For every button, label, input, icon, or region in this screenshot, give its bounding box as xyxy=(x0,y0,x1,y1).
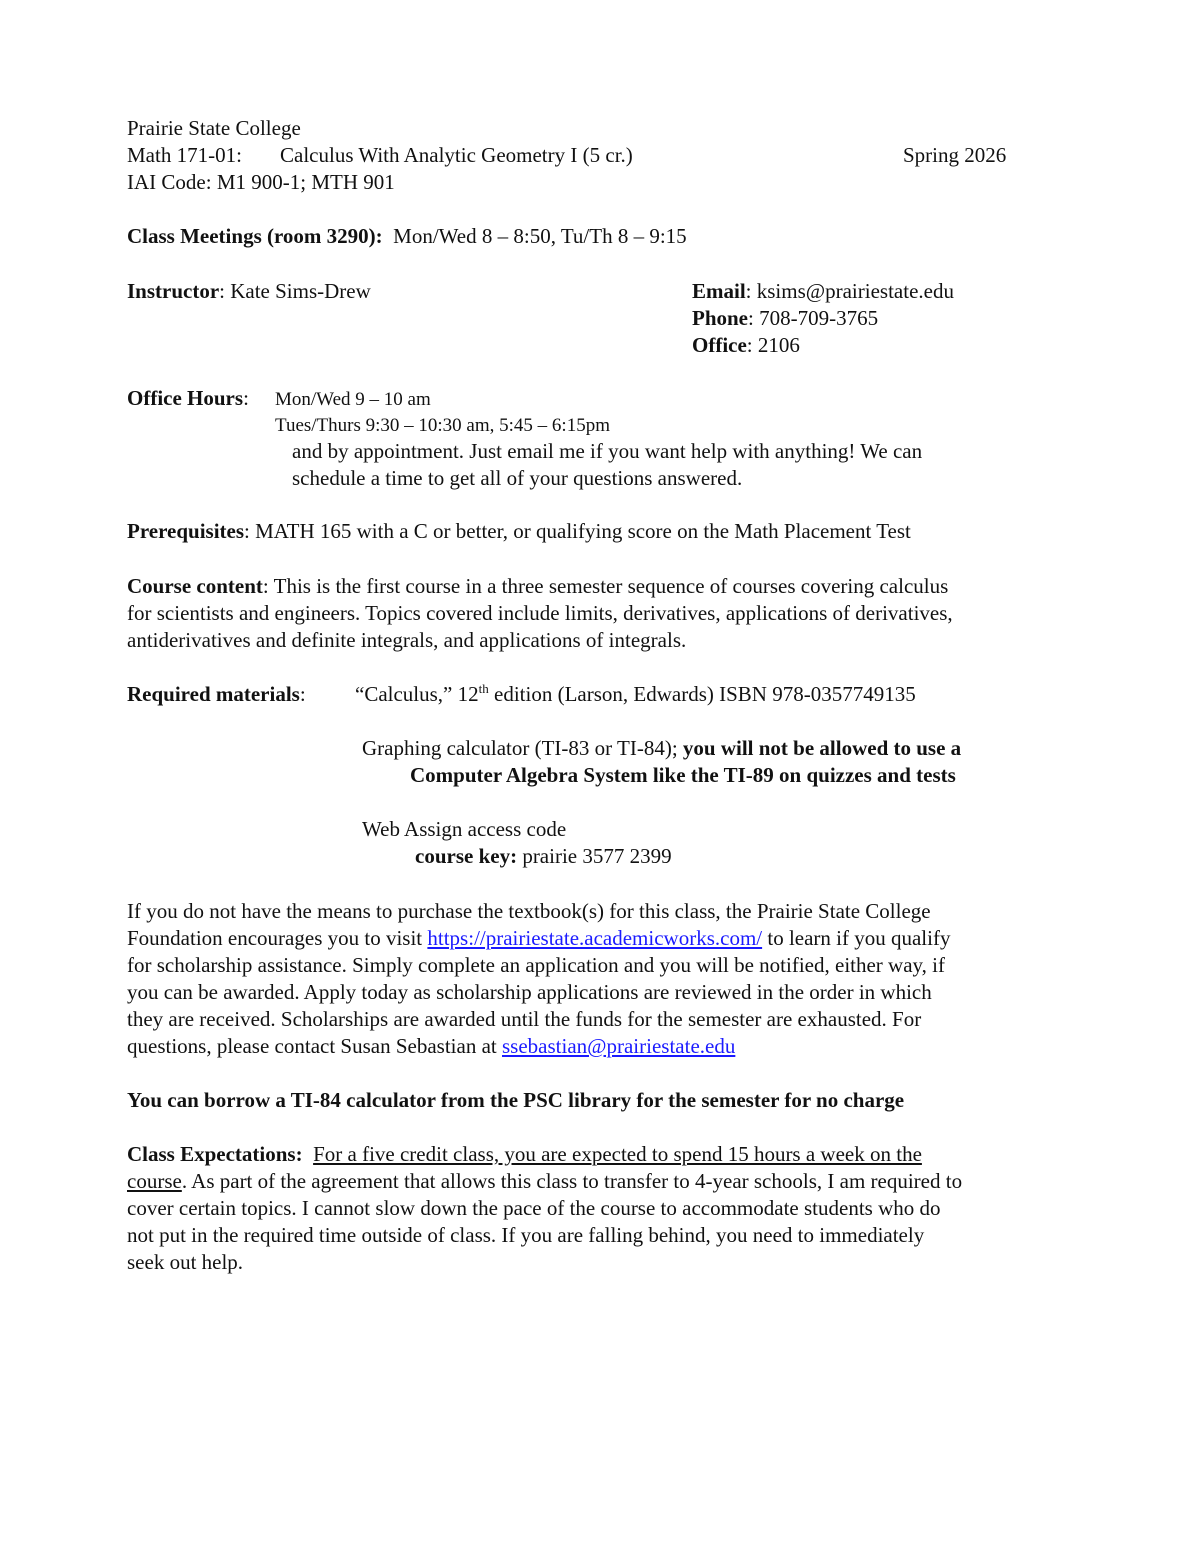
calculator-warning-1: you will not be allowed to use a xyxy=(682,736,962,760)
course-content-line2: for scientists and engineers. Topics covered include limits, derivatives, applications of derivatives, xyxy=(127,601,953,625)
phone-value: : 708-709-3765 xyxy=(748,306,879,330)
course-key-label: course key: xyxy=(415,844,518,868)
phone-label: Phone xyxy=(692,306,749,330)
iai-code: IAI Code: M1 900-1; MTH 901 xyxy=(127,170,395,194)
course-content xyxy=(127,573,948,600)
calculator-requirement xyxy=(362,735,961,762)
office-hours xyxy=(127,385,249,412)
expectations-line3: cover certain topics. I cannot slow down the pace of the course to accommodate students who do xyxy=(127,1196,941,1220)
calculator-warning-2: Computer Algebra System like the TI-89 on quizzes and tests xyxy=(410,763,956,787)
office-hours-colon: : xyxy=(243,386,249,410)
expectations-line5: seek out help. xyxy=(127,1250,244,1274)
expectations-line2 xyxy=(127,1168,962,1195)
scholarship-line6 xyxy=(127,1033,735,1060)
webassign: Web Assign access code xyxy=(362,817,567,841)
instructor xyxy=(127,278,371,305)
textbook-details: edition (Larson, Edwards) ISBN 978-0357749135 xyxy=(488,682,916,706)
calculator-text: Graphing calculator (TI-83 or TI-84); xyxy=(362,736,683,760)
required-materials xyxy=(127,681,306,708)
office-hours-line4: schedule a time to get all of your questions answered. xyxy=(292,466,743,490)
instructor-label: Instructor xyxy=(127,279,220,303)
expectations-line2-rest: . As part of the agreement that allows this class to transfer to 4-year schools, I am required to xyxy=(181,1169,963,1193)
course-key xyxy=(415,843,672,870)
course-content-label: Course content xyxy=(127,574,263,598)
office-hours-label: Office Hours xyxy=(127,386,244,410)
instructor-office xyxy=(692,332,800,359)
instructor-email xyxy=(692,278,954,305)
scholarship-line2-post: to learn if you qualify xyxy=(762,926,951,950)
email-value: : ksims@prairiestate.edu xyxy=(745,279,954,303)
textbook-edition-sup: th xyxy=(478,681,489,696)
academicworks-link[interactable]: https://prairiestate.academicworks.com/ xyxy=(427,926,763,950)
class-expectations-label: Class Expectations: xyxy=(127,1142,303,1166)
textbook xyxy=(355,681,916,708)
scholarship-line6-pre: questions, please contact Susan Sebastian at xyxy=(127,1034,502,1058)
scholarship-line2-pre: Foundation encourages you to visit xyxy=(127,926,428,950)
course-key-value: prairie 3577 2399 xyxy=(517,844,672,868)
office-value: : 2106 xyxy=(746,333,800,357)
required-materials-colon: : xyxy=(299,682,306,706)
office-hours-line2: Tues/Thurs 9:30 – 10:30 am, 5:45 – 6:15pm xyxy=(275,415,610,436)
class-meetings-label: Class Meetings (room 3290): xyxy=(127,224,383,248)
contact-email-link[interactable]: ssebastian@prairiestate.edu xyxy=(502,1034,736,1058)
scholarship-line4: you can be awarded. Apply today as scholarship applications are reviewed in the order in which xyxy=(127,980,932,1004)
course-content-line3: antiderivatives and definite integrals, and applications of integrals. xyxy=(127,628,687,652)
scholarship-line2 xyxy=(127,925,950,952)
class-meetings xyxy=(127,223,687,250)
prerequisites xyxy=(127,518,911,545)
expectations-hours: For a five credit class, you are expected to spend 15 hours a week on the xyxy=(313,1142,922,1166)
course-title: Calculus With Analytic Geometry I (5 cr.) xyxy=(280,143,633,167)
borrow-notice: You can borrow a TI-84 calculator from the PSC library for the semester for no charge xyxy=(127,1088,905,1112)
class-meetings-value: Mon/Wed 8 – 8:50, Tu/Th 8 – 9:15 xyxy=(393,224,687,248)
scholarship-line1: If you do not have the means to purchase the textbook(s) for this class, the Prairie State College xyxy=(127,899,931,923)
term: Spring 2026 xyxy=(903,143,1007,167)
scholarship-line5: they are received. Scholarships are awarded until the funds for the semester are exhausted. For xyxy=(127,1007,922,1031)
office-hours-line3: and by appointment. Just email me if you want help with anything! We can xyxy=(292,439,923,463)
scholarship-line3: for scholarship assistance. Simply complete an application and you will be notified, either way, if xyxy=(127,953,946,977)
course-content-line1: : This is the first course in a three semester sequence of courses covering calculus xyxy=(262,574,949,598)
office-label: Office xyxy=(692,333,747,357)
email-label: Email xyxy=(692,279,746,303)
textbook-title: “Calculus,” 12 xyxy=(355,682,479,706)
instructor-value: : Kate Sims-Drew xyxy=(219,279,371,303)
expectations-line4: not put in the required time outside of class. If you are falling behind, you need to immediately xyxy=(127,1223,925,1247)
expectations-course-word: course xyxy=(127,1169,182,1193)
prerequisites-label: Prerequisites xyxy=(127,519,245,543)
college-name: Prairie State College xyxy=(127,116,301,140)
office-hours-line1: Mon/Wed 9 – 10 am xyxy=(275,389,431,410)
class-expectations xyxy=(127,1141,922,1168)
instructor-phone xyxy=(692,305,878,332)
prerequisites-value: : MATH 165 with a C or better, or qualifying score on the Math Placement Test xyxy=(244,519,911,543)
course-code: Math 171-01: xyxy=(127,143,242,167)
required-materials-label: Required materials xyxy=(127,682,300,706)
